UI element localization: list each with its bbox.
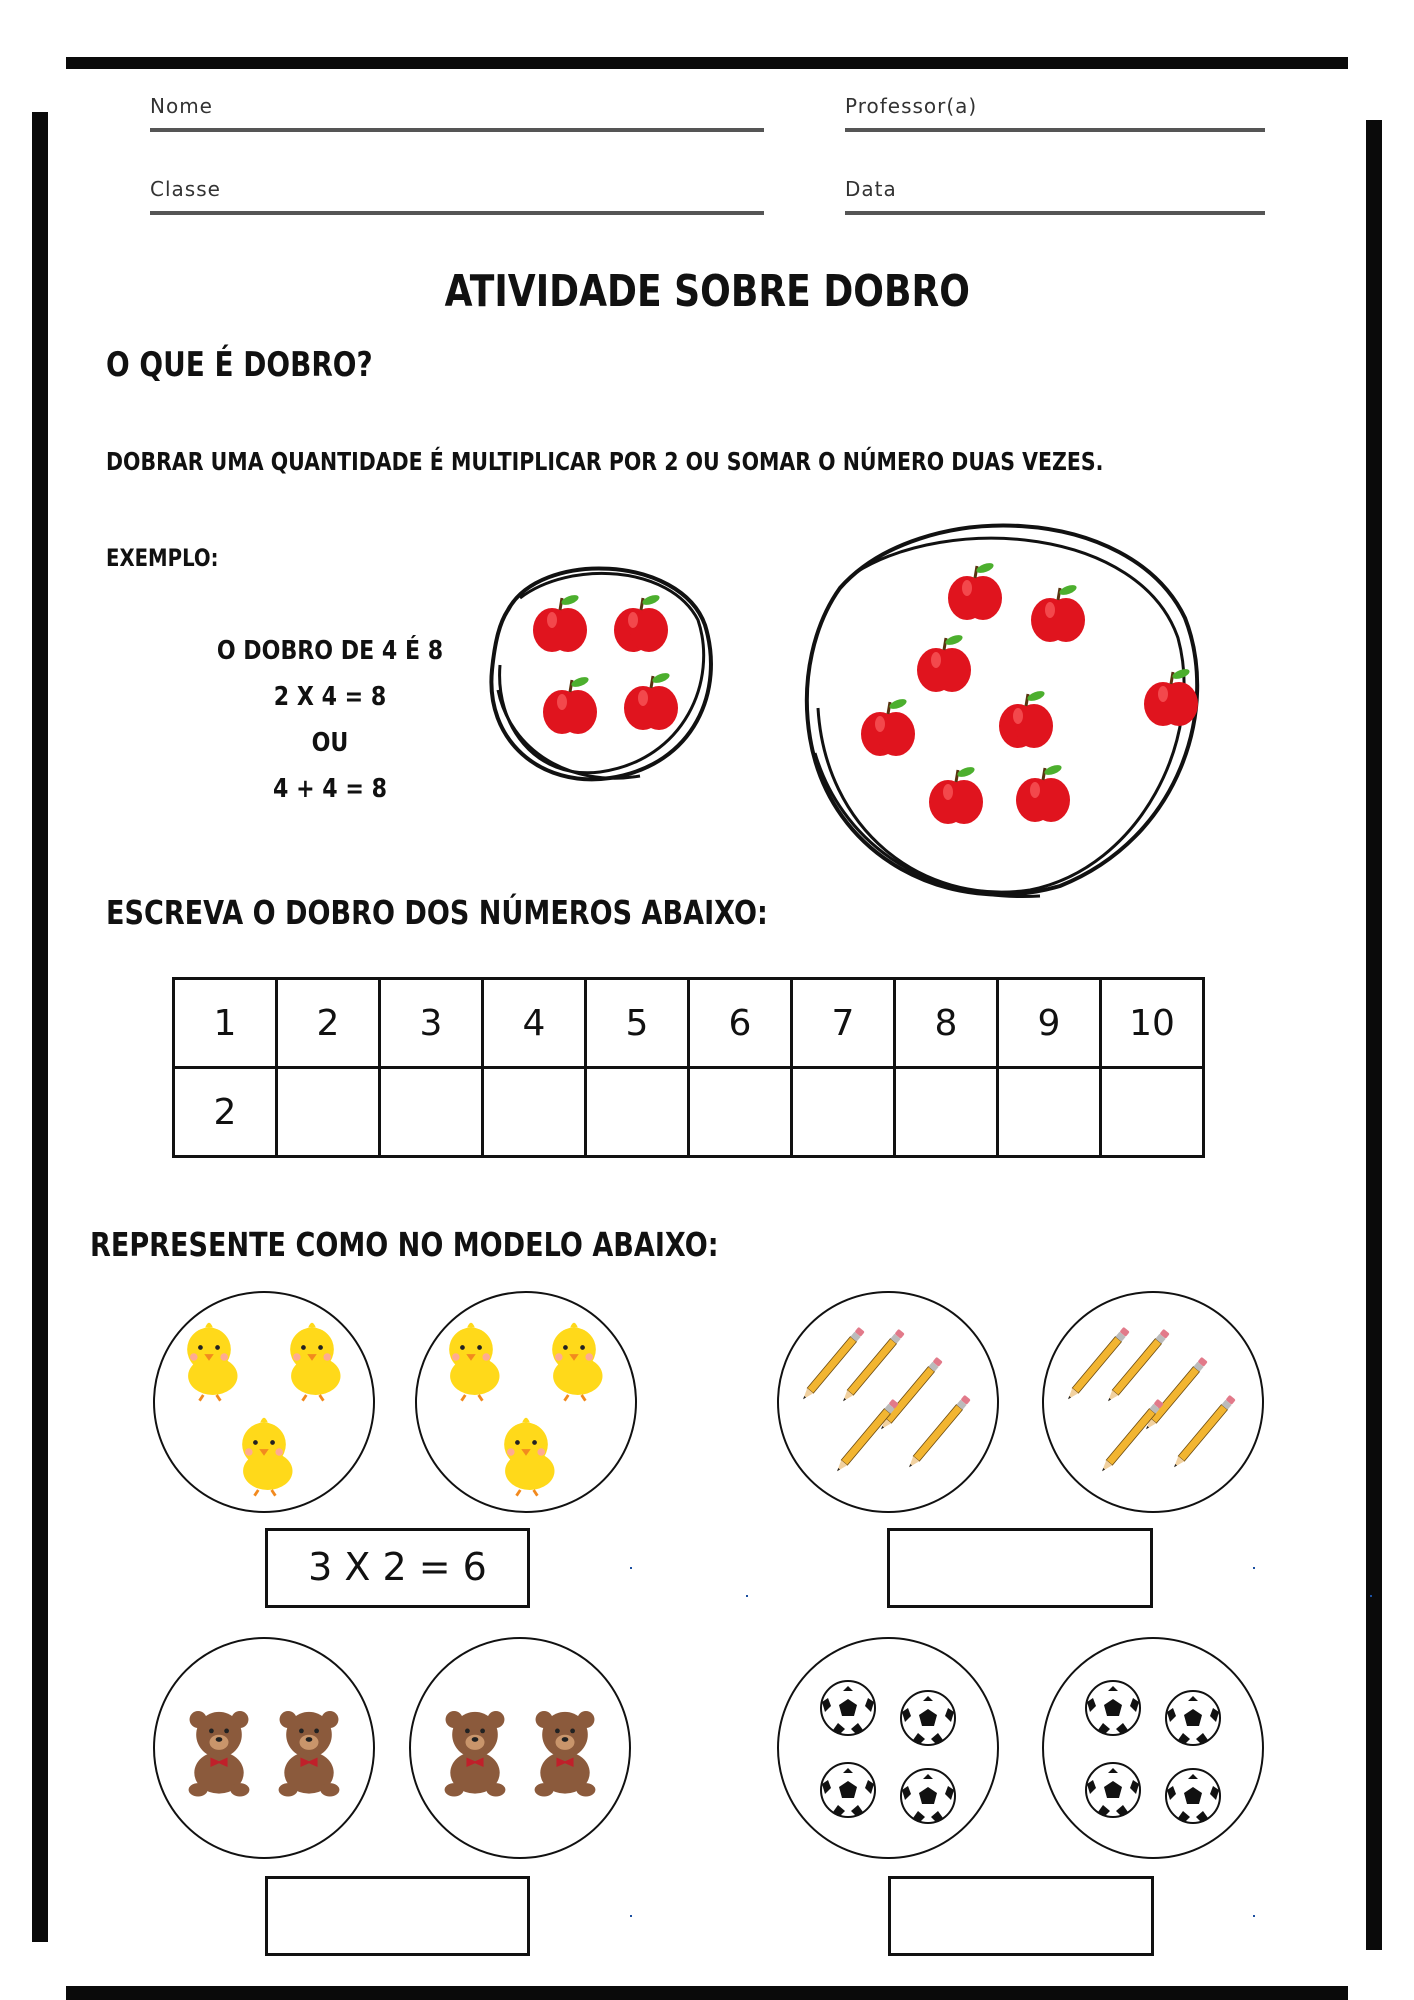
question-heading: O QUE É DOBRO? [106, 345, 373, 385]
soccer-ball-icon [901, 1691, 955, 1745]
teacher-label: Professor(a) [845, 94, 978, 118]
stray-dot [1253, 1915, 1255, 1917]
class-label: Classe [150, 177, 221, 201]
number-cell: 2 [277, 979, 380, 1068]
date-label: Data [845, 177, 897, 201]
exercise2-heading: REPRESENTE COMO NO MODELO ABAIXO: [90, 1225, 719, 1264]
soccer-ball-icon [1166, 1769, 1220, 1823]
number-cell: 5 [586, 979, 689, 1068]
answer-box-pencils[interactable] [887, 1528, 1153, 1608]
soccer-ball-icon [901, 1769, 955, 1823]
soccer-ball-icon [1086, 1763, 1140, 1817]
example-line: O DOBRO DE 4 É 8 [216, 636, 444, 666]
group-circle [778, 1638, 998, 1858]
group-circle [1043, 1638, 1263, 1858]
answer-box-chicks[interactable] [265, 1528, 530, 1608]
example-line: 2 X 4 = 8 [273, 682, 387, 712]
soccer-ball-icon [1166, 1691, 1220, 1745]
number-cell: 4 [483, 979, 586, 1068]
answer-cell[interactable]: 2 [174, 1068, 277, 1157]
page-title: ATIVIDADE SOBRE DOBRO [444, 266, 970, 317]
name-label: Nome [150, 94, 213, 118]
exercise1-heading: ESCREVA O DOBRO DOS NÚMEROS ABAIXO: [106, 893, 768, 932]
answer-box-balls[interactable] [888, 1876, 1154, 1956]
group-circle [154, 1638, 374, 1858]
definition-text: DOBRAR UMA QUANTIDADE É MULTIPLICAR POR 2 OU SOMAR O NÚMERO DUAS VEZES. [106, 447, 1104, 476]
number-cell: 9 [998, 979, 1101, 1068]
soccer-ball-icon [821, 1763, 875, 1817]
stray-dot [1370, 1595, 1372, 1597]
example-label: EXEMPLO: [106, 544, 219, 572]
group-circle [410, 1638, 630, 1858]
stray-dot [630, 1567, 632, 1569]
number-cell: 7 [792, 979, 895, 1068]
number-cell: 10 [1101, 979, 1204, 1068]
number-cell: 8 [895, 979, 998, 1068]
number-cell: 1 [174, 979, 277, 1068]
answer-box-bears[interactable] [265, 1876, 530, 1956]
number-cell: 3 [380, 979, 483, 1068]
soccer-ball-icon [1086, 1681, 1140, 1735]
number-cell: 6 [689, 979, 792, 1068]
example-line: 4 + 4 = 8 [273, 774, 387, 804]
answer-text: 3 X 2 = 6 [308, 1545, 487, 1589]
stray-dot [630, 1915, 632, 1917]
soccer-ball-icon [821, 1681, 875, 1735]
stray-dot [1253, 1567, 1255, 1569]
stray-dot [746, 1595, 748, 1597]
example-line: OU [311, 728, 349, 758]
